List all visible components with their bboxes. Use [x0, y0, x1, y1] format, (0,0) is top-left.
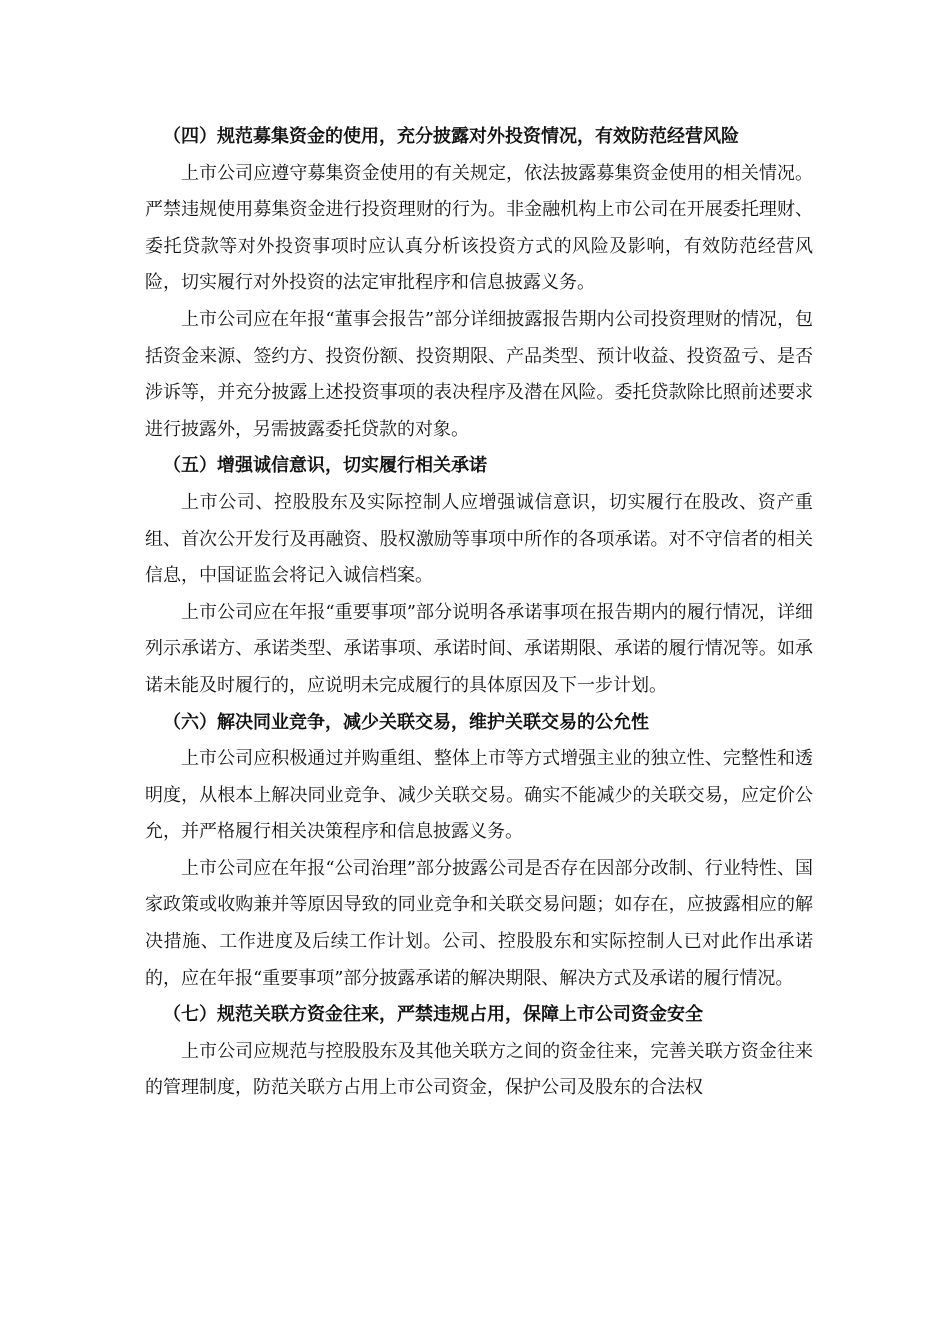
document-body [145, 119, 813, 1107]
paragraph: 上市公司应在年报“董事会报告”部分详细披露报告期内公司投资理财的情况，包括资金来源、签约方、投资份额、投资期限、产品类型、预计收益、投资盈亏、是否涉诉等，并充分披露上述投资事项的表决程序及潜在风险。委托贷款除比照前述要求进行披露外，另需披露委托贷款的对象。 [145, 308, 813, 440]
section-heading-7: （七）规范关联方资金往来，严禁违规占用，保障上市公司资金安全 [163, 1004, 703, 1026]
section-heading-4: （四）规范募集资金的使用，充分披露对外投资情况，有效防范经营风险 [163, 126, 739, 147]
paragraph: 上市公司应规范与控股股东及其他关联方之间的资金往来，完善关联方资金往来的管理制度，防范关联方占用上市公司资金，保护公司及股东的合法权 [145, 1040, 813, 1099]
paragraph: 上市公司、控股股东及实际控制人应增强诚信意识，切实履行在股改、资产重组、首次公开发行及再融资、股权激励等事项中所作的各项承诺。对不守信者的相关信息，中国证监会将记入诚信档案。 [145, 491, 813, 587]
paragraph: 上市公司应遵守募集资金使用的有关规定，依法披露募集资金使用的相关情况。严禁违规使用募集资金进行投资理财的行为。非金融机构上市公司在开展委托理财、委托贷款等对外投资事项时应认真分析该投资方式的风险及影响，有效防范经营风险，切实履行对外投资的法定审批程序和信息披露义务。 [145, 162, 813, 294]
paragraph: 上市公司应积极通过并购重组、整体上市等方式增强主业的独立性、完整性和透明度，从根本上解决同业竞争、减少关联交易。确实不能减少的关联交易，应定价公允，并严格履行相关决策程序和信息披露义务。 [145, 748, 813, 843]
paragraph: 上市公司应在年报“重要事项”部分说明各承诺事项在报告期内的履行情况，详细列示承诺方、承诺类型、承诺事项、承诺时间、承诺期限、承诺的履行情况等。如承诺未能及时履行的，应说明未完成履行的具体原因及下一步计划。 [145, 601, 813, 696]
section-heading-5: （五）增强诚信意识，切实履行相关承诺 [163, 455, 487, 477]
section-heading-6: （六）解决同业竞争，减少关联交易，维护关联交易的公允性 [163, 711, 649, 733]
paragraph: 上市公司应在年报“公司治理”部分披露公司是否存在因部分改制、行业特性、国家政策或收购兼并等原因导致的同业竞争和关联交易问题；如存在，应披露相应的解决措施、工作进度及后续工作计划。公司、控股股东和实际控制人已对此作出承诺的，应在年报“重要事项”部分披露承诺的解决期限、解决方式及承诺的履行情况。 [145, 857, 813, 989]
